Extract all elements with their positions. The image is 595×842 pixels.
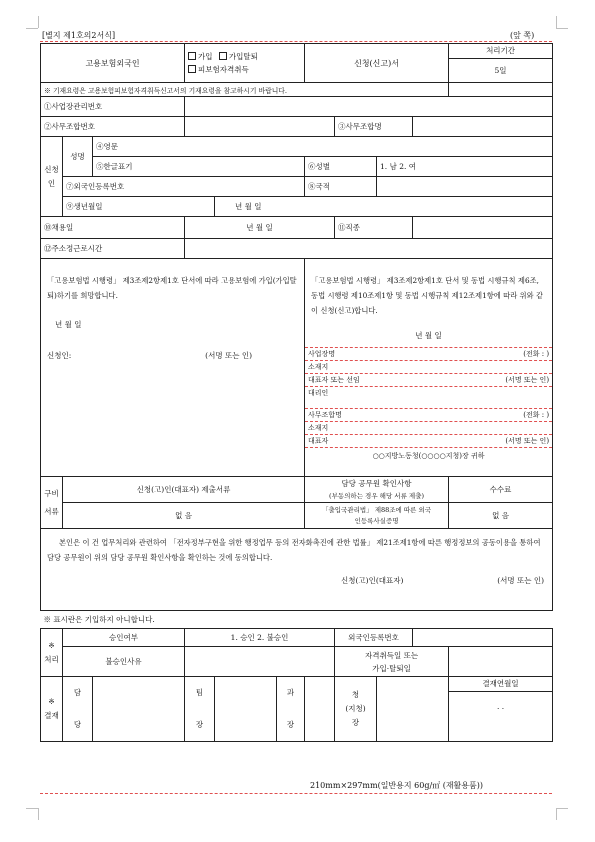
left-declaration [41,259,305,477]
office-rep-sign[interactable]: (서명 또는 인) [505,437,550,445]
application-form [40,43,553,742]
title-suffix: 신청(신고)서 [305,44,449,83]
label-office-name: ③사무조합명 [335,117,413,137]
label-office-number: ②사무조합번호 [41,117,185,137]
label-documents: 구비 서류 [41,477,63,529]
crop-mark-tr-h [556,28,568,29]
checkbox-leave[interactable] [219,52,227,60]
crop-mark-br-h [556,808,568,809]
input-qualify-date[interactable] [449,647,553,677]
processing-period-cont [449,83,553,97]
consent-text: 본인은 이 건 업무처리와 관련하여 「전자정부구현을 위한 행정업무 등의 전자화촉진에 관한 법률」 제21조제1항에 따른 행정정보의 공동이용을 통하여 담당 공무원이 위의 담당 공무원 확인사항을 확인하는 것에 동의합니다. [47,538,541,562]
section-sign[interactable] [305,677,335,742]
staff-cell: 담 당 [63,677,93,742]
input-nationality[interactable] [377,177,553,197]
office-phone[interactable]: (전화 : ) [523,411,550,419]
fee-none: 없 음 [449,503,553,529]
label-site-number: ①사업장관리번호 [41,97,185,117]
crop-mark-br-v [556,808,557,820]
rep-sign[interactable]: (서명 또는 인) [505,376,550,384]
label-foreign-id: ⑦외국인등록번호 [63,177,305,197]
label-english: ④영문 [93,137,553,157]
company-phone[interactable]: (전화 : ) [523,350,550,358]
checkbox-insured-withdraw[interactable] [188,65,196,73]
input-reason[interactable] [185,647,335,677]
payment-date-value[interactable]: · · [496,704,505,713]
left-sign-hint[interactable]: (서명 또는 인) [205,351,253,360]
label-approval: 승인여부 [63,629,185,647]
officer-check-item: 「출입국관리법」 제88조에 따른 외국 인등록사실증명 [305,503,449,529]
crop-mark-tl-v [38,16,39,28]
applicant-docs: 신청(고)인(대표자) 제출서류 [63,477,305,503]
input-job[interactable] [413,217,553,239]
input-work-hours[interactable] [185,239,553,259]
payment-date: 결재연월일 · · [449,677,553,742]
title-main: 고용보험외국인 [41,44,185,83]
label-nationality: ⑧국적 [305,177,377,197]
header-guide [40,41,552,42]
crop-mark-tl-h [26,28,38,29]
label-qualify-date: 자격취득일 또는 가입·탈퇴일 [335,647,449,677]
processing-notice: ※ 표시란은 기입하지 아니합니다. [41,611,553,629]
input-office-number[interactable] [185,117,335,137]
birth-date-field[interactable]: 년 월 일 [215,197,553,217]
crop-mark-bl-v [38,808,39,820]
checkbox-join[interactable] [188,52,196,60]
fee-label: 수수료 [449,477,553,503]
consent-sign-hint[interactable]: (서명 또는 인) [497,576,545,585]
consent-block [41,529,553,611]
notice-text: ※ 기재요령은 고용보험피보험자격취득신고서의 기재요령을 참고하시기 바랍니다. [41,83,449,97]
crop-mark-tr-v [556,16,557,28]
crop-mark-bl-h [26,808,38,809]
side-label: (앞 쪽) [510,31,535,40]
team-sign[interactable] [215,677,277,742]
title-options: 가입 가입탈퇴 피보험자격취득 [185,44,305,83]
right-declaration-date: 년 월 일 [415,331,442,340]
form-number: [별지 제1호의2서식] [42,31,116,40]
team-cell: 팀 장 [185,677,215,742]
label-korean: ⑤한글표기 [93,157,305,177]
applicant-docs-none: 없 음 [63,503,305,529]
section-cell: 과 장 [277,677,305,742]
input-site-number[interactable] [185,97,553,117]
processing-period: 처리기간 5일 [449,44,553,83]
input-office-name[interactable] [413,117,553,137]
label-job: ⑪직종 [335,217,413,239]
recipient: ○○지방노동청(○○○○지청)장 귀하 [372,452,485,460]
input-processing-foreign-id[interactable] [413,629,553,647]
gender-options[interactable]: 1. 남 2. 여 [377,157,553,177]
approval-options[interactable]: 1. 승인 2. 불승인 [185,629,335,647]
label-applicant: 신청인 [41,137,63,217]
hire-date-field[interactable]: 년 월 일 [185,217,335,239]
consent-signer: 신청(고)인(대표자) [341,576,404,585]
footer-paper-spec: 210mm×297mm(일반용지 60g/㎡ (재활용품)) [310,781,483,790]
label-processing-foreign-id: 외국인등록번호 [335,629,413,647]
payment-label: ※ 결재 [41,677,63,742]
staff-sign[interactable] [93,677,185,742]
label-reason: 불승인사유 [63,647,185,677]
right-declaration-text: 「고용보험법 시행령」 제3조제2항제1호 단서 및 동법 시행규칙 제6조, 동법 시행령 제10조제1항 및 동법 시행규칙 제12조제1항에 따라 위와 같이 신청(신고)합니다. [311,276,544,315]
label-hire-date: ⑩채용일 [41,217,185,239]
left-declaration-date: 년 월 일 [55,320,82,329]
officer-check: 담당 공무원 확인사항 (부동의하는 경우 해당 서류 제출) [305,477,449,503]
label-birth: ⑨생년월일 [63,197,215,217]
processing-label: ※ 처리 [41,629,63,677]
left-signer-label: 신청인: [47,351,72,360]
chief-sign[interactable] [377,677,449,742]
right-declaration: 「고용보험법 시행령」 제3조제2항제1호 단서 및 동법 시행규칙 제6조, 동법 시행령 제10조제1항 및 동법 시행규칙 제12조제1항에 따라 위와 같이 신청(신고)합니다. 년 월 일 사업장명 (전화 : ) 소재지 대표자 또는 선임 (서명 또는 인) 대리인 사무조합명 (전화 : ) 소재지 대표자 (서명 또는 인) ○○지방노동청(○○○○지청)장 귀하 [305,259,553,477]
label-gender: ⑥성별 [305,157,377,177]
left-declaration-text: 「고용보험법 시행령」 제3조제2항제1호 단서에 따라 고용보험에 가입(가입탈퇴)하기를 희망합니다. [47,276,297,300]
label-work-hours: ⑫주소정근로시간 [41,239,185,259]
label-name: 성명 [63,137,93,177]
chief-cell: 청 (지청) 장 [335,677,377,742]
footer-guide [40,793,552,794]
